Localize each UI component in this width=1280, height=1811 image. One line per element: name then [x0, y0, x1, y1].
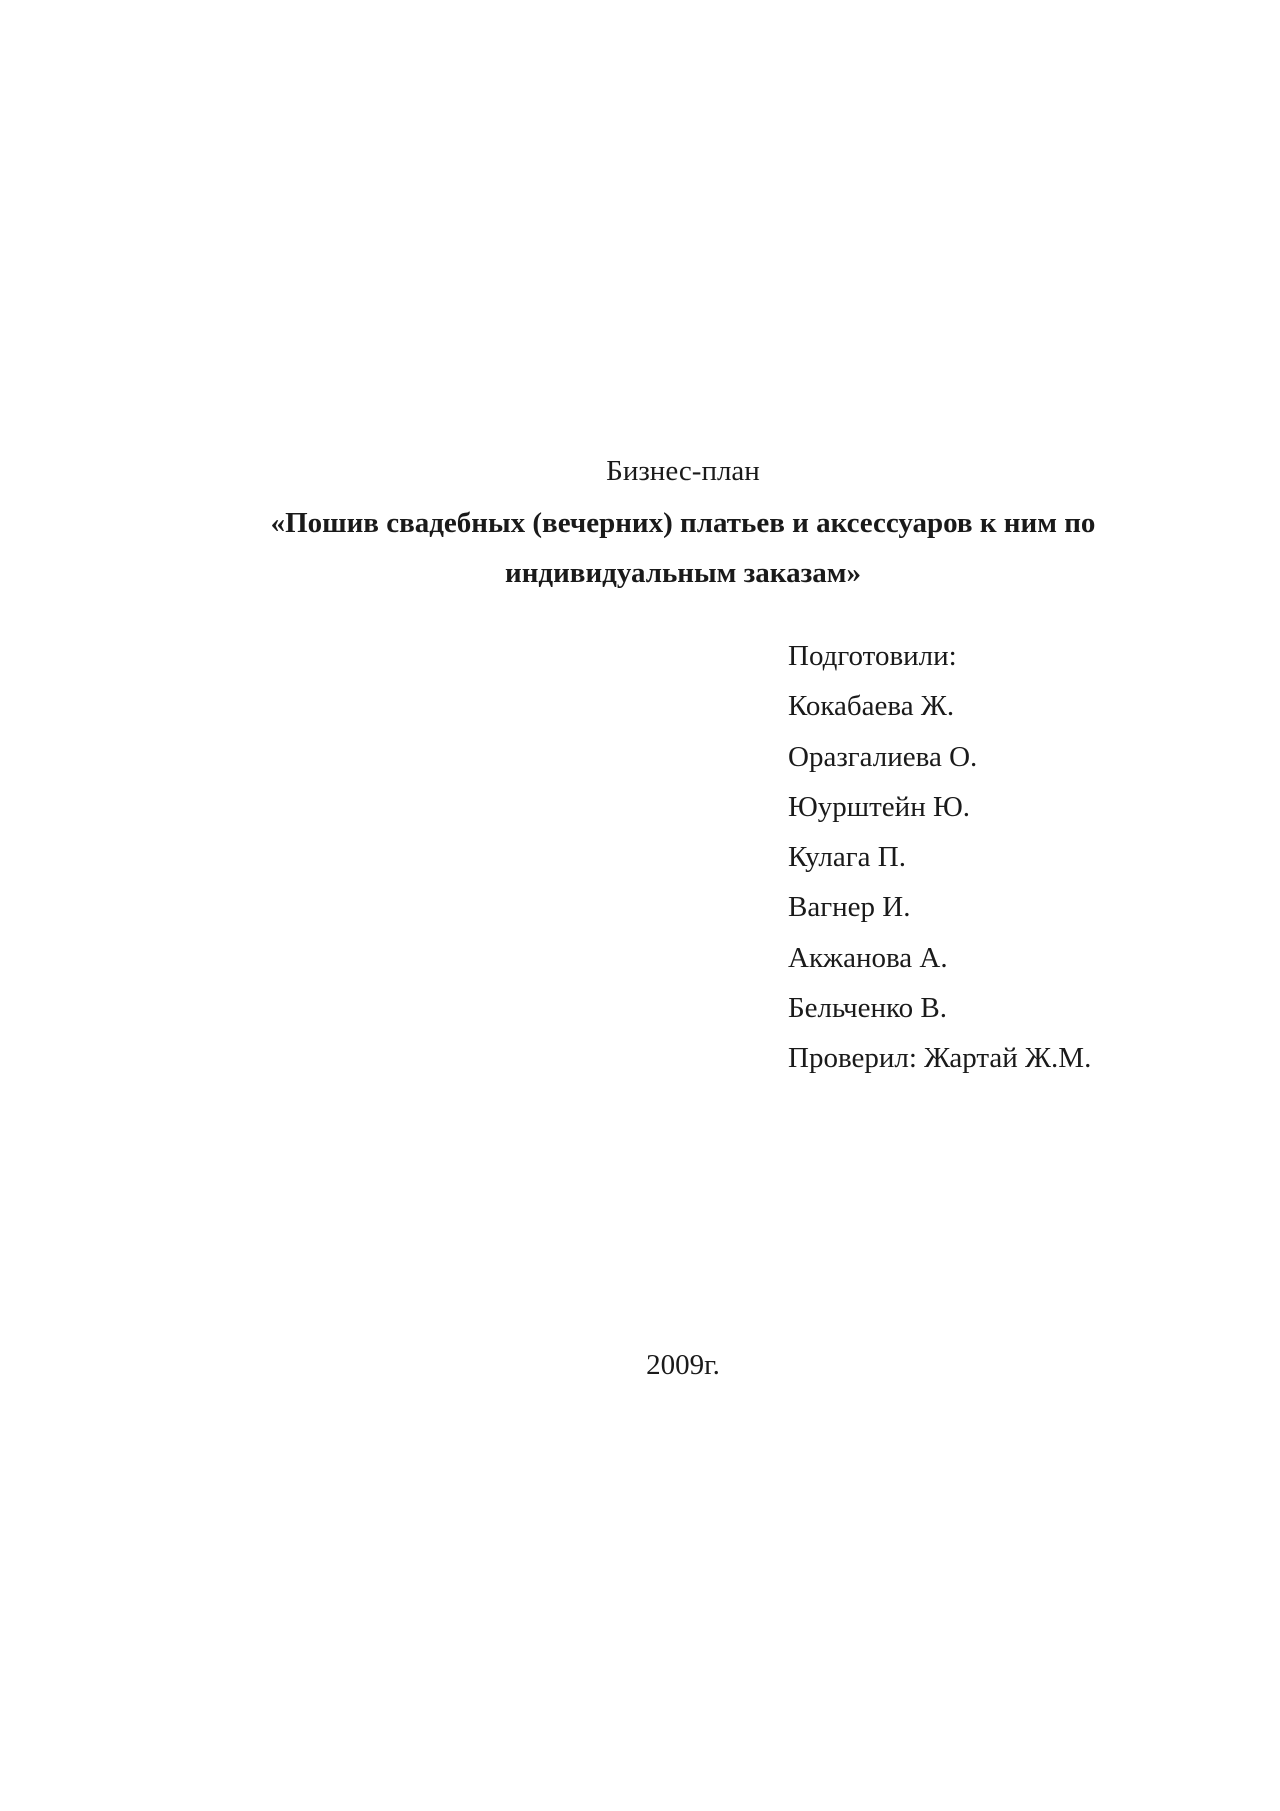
author-name: Кулага П. [788, 841, 906, 874]
author-name: Кокабаева Ж. [788, 690, 955, 723]
prepared-label: Подготовили: [788, 640, 957, 672]
reviewer-line: Проверил: Жартай Ж.М. [788, 1042, 1092, 1075]
author-name: Вагнер И. [788, 891, 911, 924]
author-name: Акжанова А. [788, 941, 948, 974]
author-name: Бельченко В. [788, 992, 947, 1025]
authors-block [788, 636, 1258, 1089]
document-year: 2009г. [646, 1349, 720, 1381]
author-name: Оразгалиева О. [788, 740, 978, 773]
document-type: Бизнес-план [606, 455, 760, 487]
author-name: Юурштейн Ю. [788, 790, 971, 823]
document-title: «Пошив свадебных (вечерних) платьев и аксессуаров к ним по индивидуальным заказам» [270, 507, 1096, 589]
